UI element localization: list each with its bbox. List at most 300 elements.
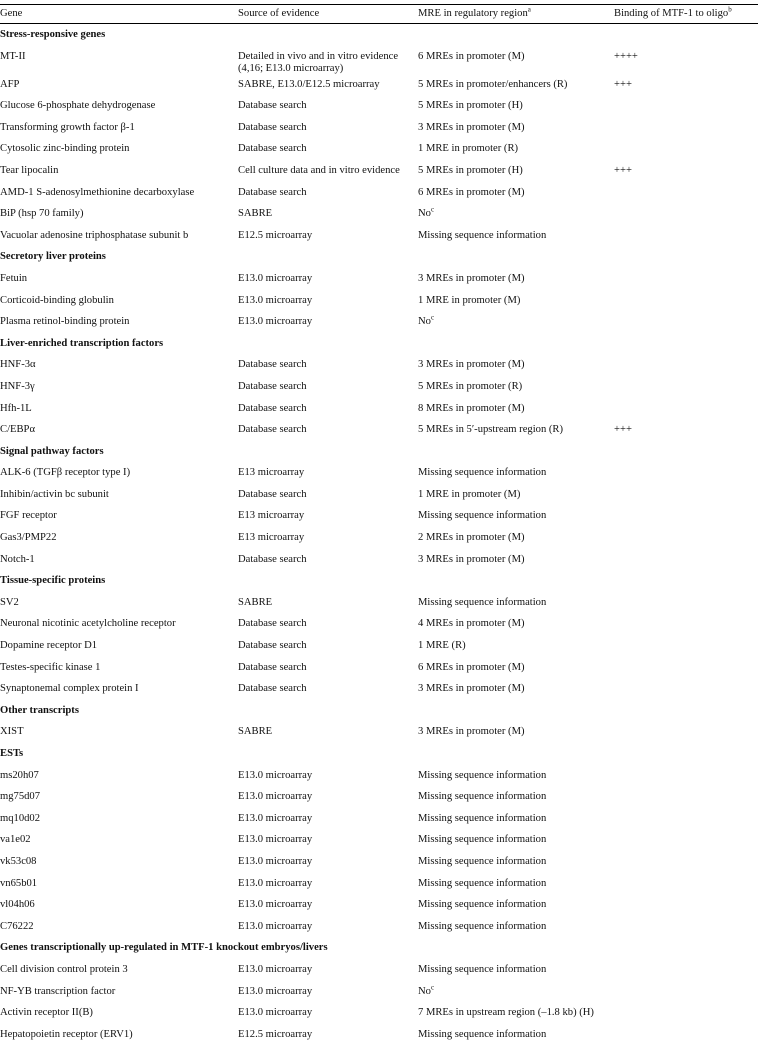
mre-cell-text: 6 MREs in promoter (M) bbox=[418, 186, 525, 198]
binding-cell bbox=[614, 1026, 758, 1047]
mre-cell-text: Missing sequence information bbox=[418, 1028, 547, 1040]
mre-cell bbox=[418, 378, 614, 400]
binding-cell bbox=[614, 853, 758, 875]
mre-cell bbox=[418, 400, 614, 422]
gene-cell bbox=[0, 292, 238, 314]
source-cell-text: E13.0 microarray bbox=[238, 272, 313, 284]
source-cell bbox=[238, 961, 418, 983]
gene-cell bbox=[0, 486, 238, 508]
source-cell-text: Cell culture data and in vitro evidence bbox=[238, 164, 400, 176]
gene-cell bbox=[0, 810, 238, 832]
gene-cell bbox=[0, 507, 238, 529]
gene-cell bbox=[0, 767, 238, 789]
mre-cell-text: 1 MRE (R) bbox=[418, 640, 466, 652]
table-row bbox=[0, 313, 758, 335]
source-cell bbox=[238, 723, 418, 745]
table-row bbox=[0, 270, 758, 292]
mre-cell-text: Missing sequence information bbox=[418, 877, 547, 889]
gene-cell bbox=[0, 184, 238, 206]
gene-cell-text: Vacuolar adenosine triphosphatase subunit b bbox=[0, 229, 189, 241]
gene-cell-text: Neuronal nicotinic acetylcholine receptor bbox=[0, 618, 176, 630]
mre-cell-text: Missing sequence information bbox=[418, 769, 547, 781]
binding-cell bbox=[614, 400, 758, 422]
mre-cell bbox=[418, 551, 614, 573]
table-row bbox=[0, 48, 758, 76]
binding-cell bbox=[614, 76, 758, 98]
source-cell-text: Detailed in vivo and in vitro evidence (4,16; E13.0 microarray) bbox=[238, 50, 399, 74]
gene-cell-text: ALK-6 (TGFβ receptor type I) bbox=[0, 467, 131, 479]
table-row bbox=[0, 831, 758, 853]
gene-evidence-table bbox=[0, 5, 758, 1047]
gene-cell-text: NF-YB transcription factor bbox=[0, 985, 116, 997]
binding-cell bbox=[614, 507, 758, 529]
mre-cell bbox=[418, 831, 614, 853]
section-row bbox=[0, 572, 758, 594]
gene-cell bbox=[0, 119, 238, 141]
gene-cell bbox=[0, 680, 238, 702]
mre-cell bbox=[418, 313, 614, 335]
table-row bbox=[0, 551, 758, 573]
source-cell-text: E13.0 microarray bbox=[238, 791, 313, 803]
mre-cell-text: No bbox=[418, 316, 431, 328]
table-row bbox=[0, 1026, 758, 1047]
mre-cell bbox=[418, 184, 614, 206]
gene-cell-text: vn65b01 bbox=[0, 877, 38, 889]
gene-cell bbox=[0, 97, 238, 119]
source-cell bbox=[238, 205, 418, 227]
footnote-marker-c: c bbox=[430, 205, 435, 214]
source-cell bbox=[238, 896, 418, 918]
mre-cell bbox=[418, 680, 614, 702]
table-row bbox=[0, 76, 758, 98]
source-cell-text: SABRE bbox=[238, 596, 273, 608]
table-row bbox=[0, 356, 758, 378]
gene-cell bbox=[0, 896, 238, 918]
gene-cell bbox=[0, 1026, 238, 1047]
source-cell-text: E12.5 microarray bbox=[238, 1028, 313, 1040]
source-cell bbox=[238, 421, 418, 443]
binding-cell bbox=[614, 378, 758, 400]
gene-cell-text: Testes-specific kinase 1 bbox=[0, 661, 101, 673]
binding-cell bbox=[614, 875, 758, 897]
source-cell bbox=[238, 356, 418, 378]
gene-cell-text: MT-II bbox=[0, 50, 26, 62]
mre-cell bbox=[418, 896, 614, 918]
mre-cell-text: Missing sequence information bbox=[418, 467, 547, 479]
source-cell-text: E13.0 microarray bbox=[238, 920, 313, 932]
mre-cell-text: 5 MREs in promoter (H) bbox=[418, 164, 523, 176]
table-row bbox=[0, 594, 758, 616]
mre-cell bbox=[418, 270, 614, 292]
binding-cell bbox=[614, 227, 758, 249]
binding-cell bbox=[614, 788, 758, 810]
gene-cell bbox=[0, 378, 238, 400]
source-cell bbox=[238, 983, 418, 1005]
source-cell bbox=[238, 97, 418, 119]
source-cell-text: E13.0 microarray bbox=[238, 769, 313, 781]
table-row bbox=[0, 918, 758, 940]
source-cell-text: Database search bbox=[238, 683, 307, 695]
table-row bbox=[0, 292, 758, 314]
mre-cell-text: 5 MREs in promoter (H) bbox=[418, 100, 523, 112]
binding-cell bbox=[614, 313, 758, 335]
mre-cell bbox=[418, 76, 614, 98]
source-cell-text: E13.0 microarray bbox=[238, 834, 313, 846]
table-row bbox=[0, 615, 758, 637]
gene-cell-text: Inhibin/activin bc subunit bbox=[0, 488, 109, 500]
binding-cell bbox=[614, 97, 758, 119]
table-row bbox=[0, 184, 758, 206]
source-cell-text: Database search bbox=[238, 186, 307, 198]
table-row bbox=[0, 788, 758, 810]
gene-cell-text: Tear lipocalin bbox=[0, 164, 59, 176]
binding-cell bbox=[614, 810, 758, 832]
table-row bbox=[0, 853, 758, 875]
mre-cell-text: Missing sequence information bbox=[418, 855, 547, 867]
binding-cell-text: +++ bbox=[614, 164, 632, 176]
section-heading: Other transcripts bbox=[0, 704, 79, 716]
gene-cell-text: Hfh-1L bbox=[0, 402, 32, 414]
mre-cell bbox=[418, 140, 614, 162]
gene-cell-text: Glucose 6-phosphate dehydrogenase bbox=[0, 100, 156, 112]
source-cell-text: Database search bbox=[238, 553, 307, 565]
mre-cell bbox=[418, 853, 614, 875]
mre-cell-text: 6 MREs in promoter (M) bbox=[418, 661, 525, 673]
binding-cell bbox=[614, 918, 758, 940]
binding-cell bbox=[614, 615, 758, 637]
mre-cell bbox=[418, 961, 614, 983]
mre-cell-text: 3 MREs in promoter (M) bbox=[418, 553, 525, 565]
source-cell bbox=[238, 1026, 418, 1047]
gene-cell bbox=[0, 853, 238, 875]
source-cell bbox=[238, 464, 418, 486]
mre-cell-text: 3 MREs in promoter (M) bbox=[418, 359, 525, 371]
section-row bbox=[0, 745, 758, 767]
source-cell bbox=[238, 680, 418, 702]
mre-cell-text: Missing sequence information bbox=[418, 920, 547, 932]
source-cell-text: E13 microarray bbox=[238, 467, 305, 479]
gene-cell bbox=[0, 831, 238, 853]
source-cell-text: SABRE bbox=[238, 726, 273, 738]
gene-cell bbox=[0, 875, 238, 897]
gene-cell bbox=[0, 529, 238, 551]
gene-cell bbox=[0, 788, 238, 810]
table-row bbox=[0, 637, 758, 659]
gene-cell bbox=[0, 961, 238, 983]
mre-cell-text: 5 MREs in promoter/enhancers (R) bbox=[418, 78, 568, 90]
source-cell-text: E13.0 microarray bbox=[238, 316, 313, 328]
header-binding: Binding of MTF-1 to oligo$^b$ bbox=[614, 5, 732, 19]
gene-cell-text: Fetuin bbox=[0, 272, 28, 284]
source-cell bbox=[238, 659, 418, 681]
gene-cell-text: vk53c08 bbox=[0, 855, 37, 867]
source-cell-text: E13.0 microarray bbox=[238, 985, 313, 997]
mre-cell bbox=[418, 48, 614, 76]
mre-cell bbox=[418, 529, 614, 551]
table-row bbox=[0, 896, 758, 918]
mre-cell-text: 5 MREs in promoter (R) bbox=[418, 380, 523, 392]
section-heading: Signal pathway factors bbox=[0, 445, 104, 457]
gene-cell-text: Notch-1 bbox=[0, 553, 35, 565]
binding-cell bbox=[614, 140, 758, 162]
binding-cell bbox=[614, 1004, 758, 1026]
source-cell bbox=[238, 162, 418, 184]
mre-cell-text: 1 MRE in promoter (M) bbox=[418, 488, 521, 500]
source-cell bbox=[238, 76, 418, 98]
binding-cell bbox=[614, 594, 758, 616]
binding-cell bbox=[614, 551, 758, 573]
source-cell-text: Database search bbox=[238, 380, 307, 392]
mre-cell-text: 6 MREs in promoter (M) bbox=[418, 50, 525, 62]
gene-cell-text: ms20h07 bbox=[0, 769, 39, 781]
gene-cell bbox=[0, 400, 238, 422]
mre-cell-text: 8 MREs in promoter (M) bbox=[418, 402, 525, 414]
table-row bbox=[0, 961, 758, 983]
gene-cell bbox=[0, 464, 238, 486]
gene-cell-text: Activin receptor II(B) bbox=[0, 1007, 93, 1019]
mre-cell-text: Missing sequence information bbox=[418, 791, 547, 803]
gene-cell bbox=[0, 313, 238, 335]
mre-cell-text: 4 MREs in promoter (M) bbox=[418, 618, 525, 630]
footnote-marker-a: a bbox=[527, 5, 531, 14]
gene-cell-text: Dopamine receptor D1 bbox=[0, 640, 98, 652]
gene-cell-text: FGF receptor bbox=[0, 510, 57, 522]
source-cell bbox=[238, 48, 418, 76]
binding-cell bbox=[614, 831, 758, 853]
mre-cell bbox=[418, 486, 614, 508]
gene-cell-text: mg75d07 bbox=[0, 791, 41, 803]
binding-cell bbox=[614, 680, 758, 702]
gene-cell-text: Hepatopoietin receptor (ERV1) bbox=[0, 1028, 133, 1040]
source-cell-text: Database search bbox=[238, 661, 307, 673]
mre-cell bbox=[418, 767, 614, 789]
mre-cell bbox=[418, 119, 614, 141]
source-cell-text: E13.0 microarray bbox=[238, 1007, 313, 1019]
mre-cell-text: 3 MREs in promoter (M) bbox=[418, 121, 525, 133]
source-cell bbox=[238, 788, 418, 810]
binding-cell bbox=[614, 464, 758, 486]
source-cell-text: Database search bbox=[238, 121, 307, 133]
mre-cell-text: Missing sequence information bbox=[418, 899, 547, 911]
table-row bbox=[0, 507, 758, 529]
source-cell bbox=[238, 378, 418, 400]
source-cell-text: E13.0 microarray bbox=[238, 899, 313, 911]
binding-cell bbox=[614, 292, 758, 314]
source-cell bbox=[238, 507, 418, 529]
table-row bbox=[0, 1004, 758, 1026]
mre-cell-text: 3 MREs in promoter (M) bbox=[418, 683, 525, 695]
source-cell-text: Database search bbox=[238, 100, 307, 112]
source-cell bbox=[238, 184, 418, 206]
table-row bbox=[0, 205, 758, 227]
binding-cell bbox=[614, 119, 758, 141]
gene-cell bbox=[0, 421, 238, 443]
gene-cell-text: AFP bbox=[0, 78, 20, 90]
section-heading: Secretory liver proteins bbox=[0, 251, 106, 263]
gene-cell bbox=[0, 227, 238, 249]
source-cell bbox=[238, 637, 418, 659]
mre-cell-text: 3 MREs in promoter (M) bbox=[418, 272, 525, 284]
gene-cell-text: AMD-1 S-adenosylmethionine decarboxylase bbox=[0, 186, 195, 198]
table-row bbox=[0, 875, 758, 897]
gene-cell bbox=[0, 594, 238, 616]
mre-cell bbox=[418, 637, 614, 659]
gene-cell bbox=[0, 918, 238, 940]
source-cell-text: Database search bbox=[238, 143, 307, 155]
table-row bbox=[0, 464, 758, 486]
table-body bbox=[0, 26, 758, 1047]
gene-cell bbox=[0, 270, 238, 292]
footnote-marker-b: b bbox=[728, 5, 732, 14]
table-row bbox=[0, 227, 758, 249]
binding-cell-text: +++ bbox=[614, 78, 632, 90]
source-cell-text: E13.0 microarray bbox=[238, 812, 313, 824]
gene-cell-text: HNF-3α bbox=[0, 359, 36, 371]
binding-cell bbox=[614, 896, 758, 918]
gene-cell-text: Plasma retinol-binding protein bbox=[0, 316, 130, 328]
binding-cell bbox=[614, 162, 758, 184]
mre-cell bbox=[418, 421, 614, 443]
gene-cell bbox=[0, 983, 238, 1005]
gene-cell-text: vl04h06 bbox=[0, 899, 35, 911]
mre-cell bbox=[418, 292, 614, 314]
source-cell bbox=[238, 529, 418, 551]
source-cell bbox=[238, 875, 418, 897]
mre-cell-text: Missing sequence information bbox=[418, 834, 547, 846]
binding-cell bbox=[614, 48, 758, 76]
table-row bbox=[0, 378, 758, 400]
gene-cell-text: Cell division control protein 3 bbox=[0, 963, 128, 975]
source-cell bbox=[238, 810, 418, 832]
table-row bbox=[0, 162, 758, 184]
source-cell-text: E13.0 microarray bbox=[238, 963, 313, 975]
section-row bbox=[0, 26, 758, 48]
gene-cell-text: HNF-3γ bbox=[0, 380, 35, 392]
gene-cell bbox=[0, 356, 238, 378]
source-cell-text: SABRE bbox=[238, 208, 273, 220]
gene-cell bbox=[0, 615, 238, 637]
source-cell-text: E13.0 microarray bbox=[238, 877, 313, 889]
gene-cell bbox=[0, 162, 238, 184]
mre-cell-text: Missing sequence information bbox=[418, 229, 547, 241]
gene-cell bbox=[0, 551, 238, 573]
source-cell bbox=[238, 270, 418, 292]
mre-cell bbox=[418, 788, 614, 810]
gene-cell-text: Gas3/PMP22 bbox=[0, 532, 57, 544]
source-cell bbox=[238, 227, 418, 249]
table-row bbox=[0, 140, 758, 162]
gene-cell-text: SV2 bbox=[0, 596, 19, 608]
table-row bbox=[0, 723, 758, 745]
gene-cell-text: Synaptonemal complex protein I bbox=[0, 683, 139, 695]
gene-cell-text: mq10d02 bbox=[0, 812, 41, 824]
binding-cell bbox=[614, 659, 758, 681]
mre-cell bbox=[418, 464, 614, 486]
mre-cell bbox=[418, 723, 614, 745]
binding-cell bbox=[614, 637, 758, 659]
mre-cell-text: Missing sequence information bbox=[418, 963, 547, 975]
source-cell-text: E13.0 microarray bbox=[238, 855, 313, 867]
table-row bbox=[0, 983, 758, 1005]
section-heading: ESTs bbox=[0, 748, 24, 759]
source-cell bbox=[238, 831, 418, 853]
gene-cell-text: XIST bbox=[0, 726, 24, 738]
gene-cell bbox=[0, 48, 238, 76]
source-cell-text: E12.5 microarray bbox=[238, 229, 313, 241]
gene-cell-text: BiP (hsp 70 family) bbox=[0, 208, 84, 220]
footnote-marker-c: c bbox=[430, 983, 435, 991]
gene-cell-text: va1e02 bbox=[0, 834, 31, 846]
mre-cell bbox=[418, 356, 614, 378]
table-row bbox=[0, 810, 758, 832]
mre-cell bbox=[418, 983, 614, 1005]
source-cell bbox=[238, 853, 418, 875]
mre-cell-text: 5 MREs in 5′-upstream region (R) bbox=[418, 424, 564, 436]
mre-cell bbox=[418, 1026, 614, 1047]
table-row bbox=[0, 529, 758, 551]
source-cell-text: Database search bbox=[238, 618, 307, 630]
header-source: Source of evidence bbox=[238, 8, 320, 19]
mre-cell bbox=[418, 918, 614, 940]
mre-cell-text: 3 MREs in promoter (M) bbox=[418, 726, 525, 738]
binding-cell bbox=[614, 723, 758, 745]
mre-cell-text: No bbox=[418, 985, 431, 997]
gene-cell bbox=[0, 76, 238, 98]
binding-cell bbox=[614, 983, 758, 1005]
source-cell bbox=[238, 119, 418, 141]
mre-cell-text: No bbox=[418, 208, 431, 220]
section-row bbox=[0, 335, 758, 357]
header-mre: MRE in regulatory region$^a$ bbox=[418, 5, 531, 19]
source-cell bbox=[238, 918, 418, 940]
source-cell-text: E13 microarray bbox=[238, 532, 305, 544]
table-row bbox=[0, 97, 758, 119]
header-row bbox=[0, 5, 758, 26]
table-row bbox=[0, 659, 758, 681]
binding-cell bbox=[614, 961, 758, 983]
source-cell bbox=[238, 615, 418, 637]
table-row bbox=[0, 400, 758, 422]
gene-cell bbox=[0, 723, 238, 745]
binding-cell bbox=[614, 184, 758, 206]
gene-cell-text: Cytosolic zinc-binding protein bbox=[0, 143, 130, 155]
gene-cell-text: Transforming growth factor β-1 bbox=[0, 121, 135, 133]
table-row bbox=[0, 680, 758, 702]
binding-cell-text: ++++ bbox=[614, 50, 638, 62]
mre-cell-text: Missing sequence information bbox=[418, 812, 547, 824]
source-cell-text: E13 microarray bbox=[238, 510, 305, 522]
source-cell-text: E13.0 microarray bbox=[238, 294, 313, 306]
binding-cell bbox=[614, 486, 758, 508]
source-cell bbox=[238, 292, 418, 314]
mre-cell bbox=[418, 97, 614, 119]
binding-cell bbox=[614, 270, 758, 292]
mre-cell bbox=[418, 205, 614, 227]
mre-cell bbox=[418, 810, 614, 832]
binding-cell bbox=[614, 356, 758, 378]
gene-cell-text: C/EBPα bbox=[0, 424, 35, 436]
mre-cell-text: 1 MRE in promoter (M) bbox=[418, 294, 521, 306]
mre-cell bbox=[418, 594, 614, 616]
source-cell bbox=[238, 551, 418, 573]
mre-cell bbox=[418, 1004, 614, 1026]
source-cell-text: SABRE, E13.0/E12.5 microarray bbox=[238, 78, 380, 90]
section-heading: Genes transcriptionally up-regulated in MTF-1 knockout embryos/livers bbox=[0, 942, 328, 954]
footnote-marker-c: c bbox=[430, 313, 435, 322]
mre-cell-text: 7 MREs in upstream region (–1.8 kb) (H) bbox=[418, 1007, 594, 1019]
table-row bbox=[0, 767, 758, 789]
section-heading: Tissue-specific proteins bbox=[0, 575, 106, 587]
